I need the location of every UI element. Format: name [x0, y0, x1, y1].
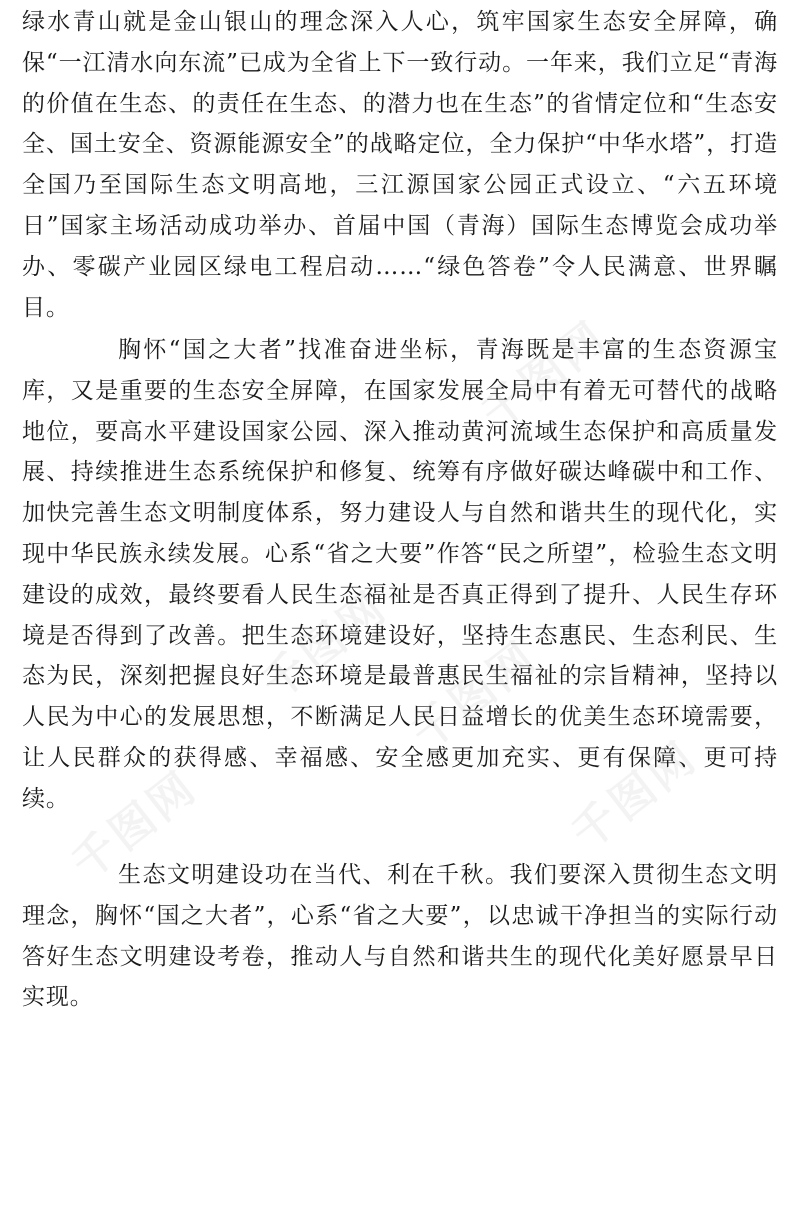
watermark: 千图网 — [402, 631, 548, 760]
paragraph-1: 绿水青山就是金山银山的理念深入人心，筑牢国家生态安全屏障，确保“一江清水向东流”已成为全省上下一致行动。一年来，我们立足“青海的价值在生态、的责任在生态、的潜力也在生态”的省情定位和“生态安全、国土安全、资源能源安全”的战略定位，全力保护“中华水塔”，打造全国乃至国际生态文明高地，三江源国家公园正式设立、“六五环境日”国家主场活动成功举办、首届中国（青海）国际生态博览会成功举办、零碳产业园区绿电工程启动……“绿色答卷”令人民满意、世界瞩目。 — [22, 9, 778, 321]
watermark: 千图网 — [562, 731, 708, 860]
paragraph-2: 胸怀“国之大者”找准奋进坐标，青海既是丰富的生态资源宝库，又是重要的生态安全屏障，在国家发展全局中有着无可替代的战略地位，要高水平建设国家公园、深入推动黄河流域生态保护和高质量发展、持续推进生态系统保护和修复、统筹有序做好碳达峰碳中和工作、加快完善生态文明制度体系，努力建设人与自然和谐共生的现代化，实现中华民族永续发展。心系“省之大要”作答“民之所望”，检验生态文明建设的成效，最终要看人民生态福祉是否真正得到了提升、人民生存环境是否得到了改善。把生态环境建设好，坚持生态惠民、生态利民、生态为民，深刻把握良好生态环境是最普惠民生福祉的宗旨精神，坚持以人民为中心的发展思想，不断满足人民日益增长的优美生态环境需要，让人民群众的获得感、幸福感、安全感更加充实、更有保障、更可持续。 — [22, 337, 778, 812]
watermark: 千图网 — [252, 581, 398, 710]
watermark: 千图网 — [62, 761, 208, 890]
watermark: 千图网 — [472, 311, 618, 440]
paragraph-3: 生态文明建设功在当代、利在千秋。我们要深入贯彻生态文明理念，胸怀“国之大者”，心系“省之大要”，以忠诚干净担当的实际行动答好生态文明建设考卷，推动人与自然和谐共生的现代化美好愿景早日实现。 — [22, 862, 778, 1011]
